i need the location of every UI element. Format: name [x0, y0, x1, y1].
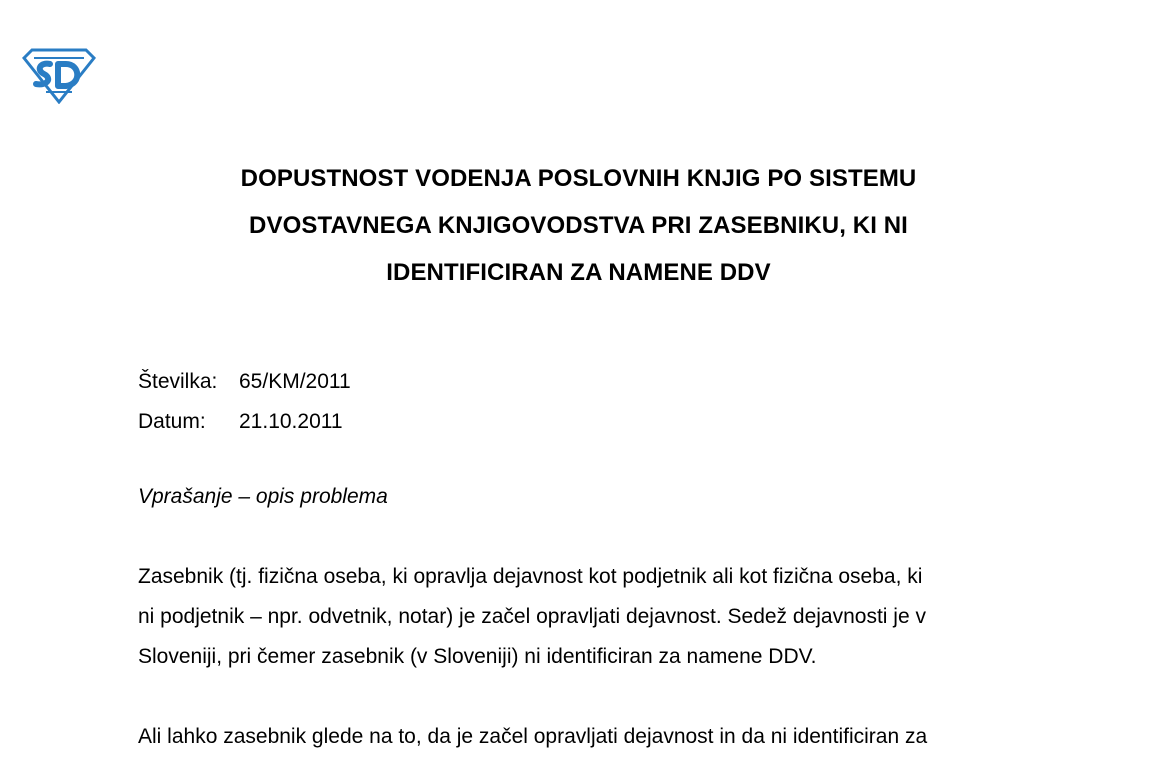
paragraph-line: ni podjetnik – npr. odvetnik, notar) je začel opravljati dejavnost. Sedež dejavnosti je v [138, 605, 926, 628]
paragraph-1 [138, 557, 926, 677]
date-value: 21.10.2011 [239, 410, 343, 433]
sd-shield-logo-icon [22, 48, 96, 104]
paragraph-line: Zasebnik (tj. fizična oseba, ki opravlja dejavnost kot podjetnik ali kot fizična oseba, ki [138, 565, 923, 588]
section-heading: Vprašanje – opis problema [138, 485, 388, 508]
title-line-1: DOPUSTNOST VODENJA POSLOVNIH KNJIG PO SISTEMU [240, 165, 917, 192]
date-label: Datum: [138, 410, 206, 433]
number-label: Številka: [138, 370, 218, 393]
document-meta [138, 362, 351, 442]
document-title [0, 155, 1157, 296]
logo [22, 48, 96, 104]
title-line-2: DVOSTAVNEGA KNJIGOVODSTVA PRI ZASEBNIKU, KI NI [249, 212, 908, 239]
paragraph-2 [138, 717, 927, 757]
number-value: 65/KM/2011 [239, 370, 351, 393]
paragraph-line: Sloveniji, pri čemer zasebnik (v Sloveniji) ni identificiran za namene DDV. [138, 645, 817, 668]
number-row [138, 362, 351, 402]
paragraph-line: Ali lahko zasebnik glede na to, da je začel opravljati dejavnost in da ni identificiran za [138, 725, 928, 748]
date-row [138, 402, 351, 442]
title-line-3: IDENTIFICIRAN ZA NAMENE DDV [386, 259, 771, 286]
